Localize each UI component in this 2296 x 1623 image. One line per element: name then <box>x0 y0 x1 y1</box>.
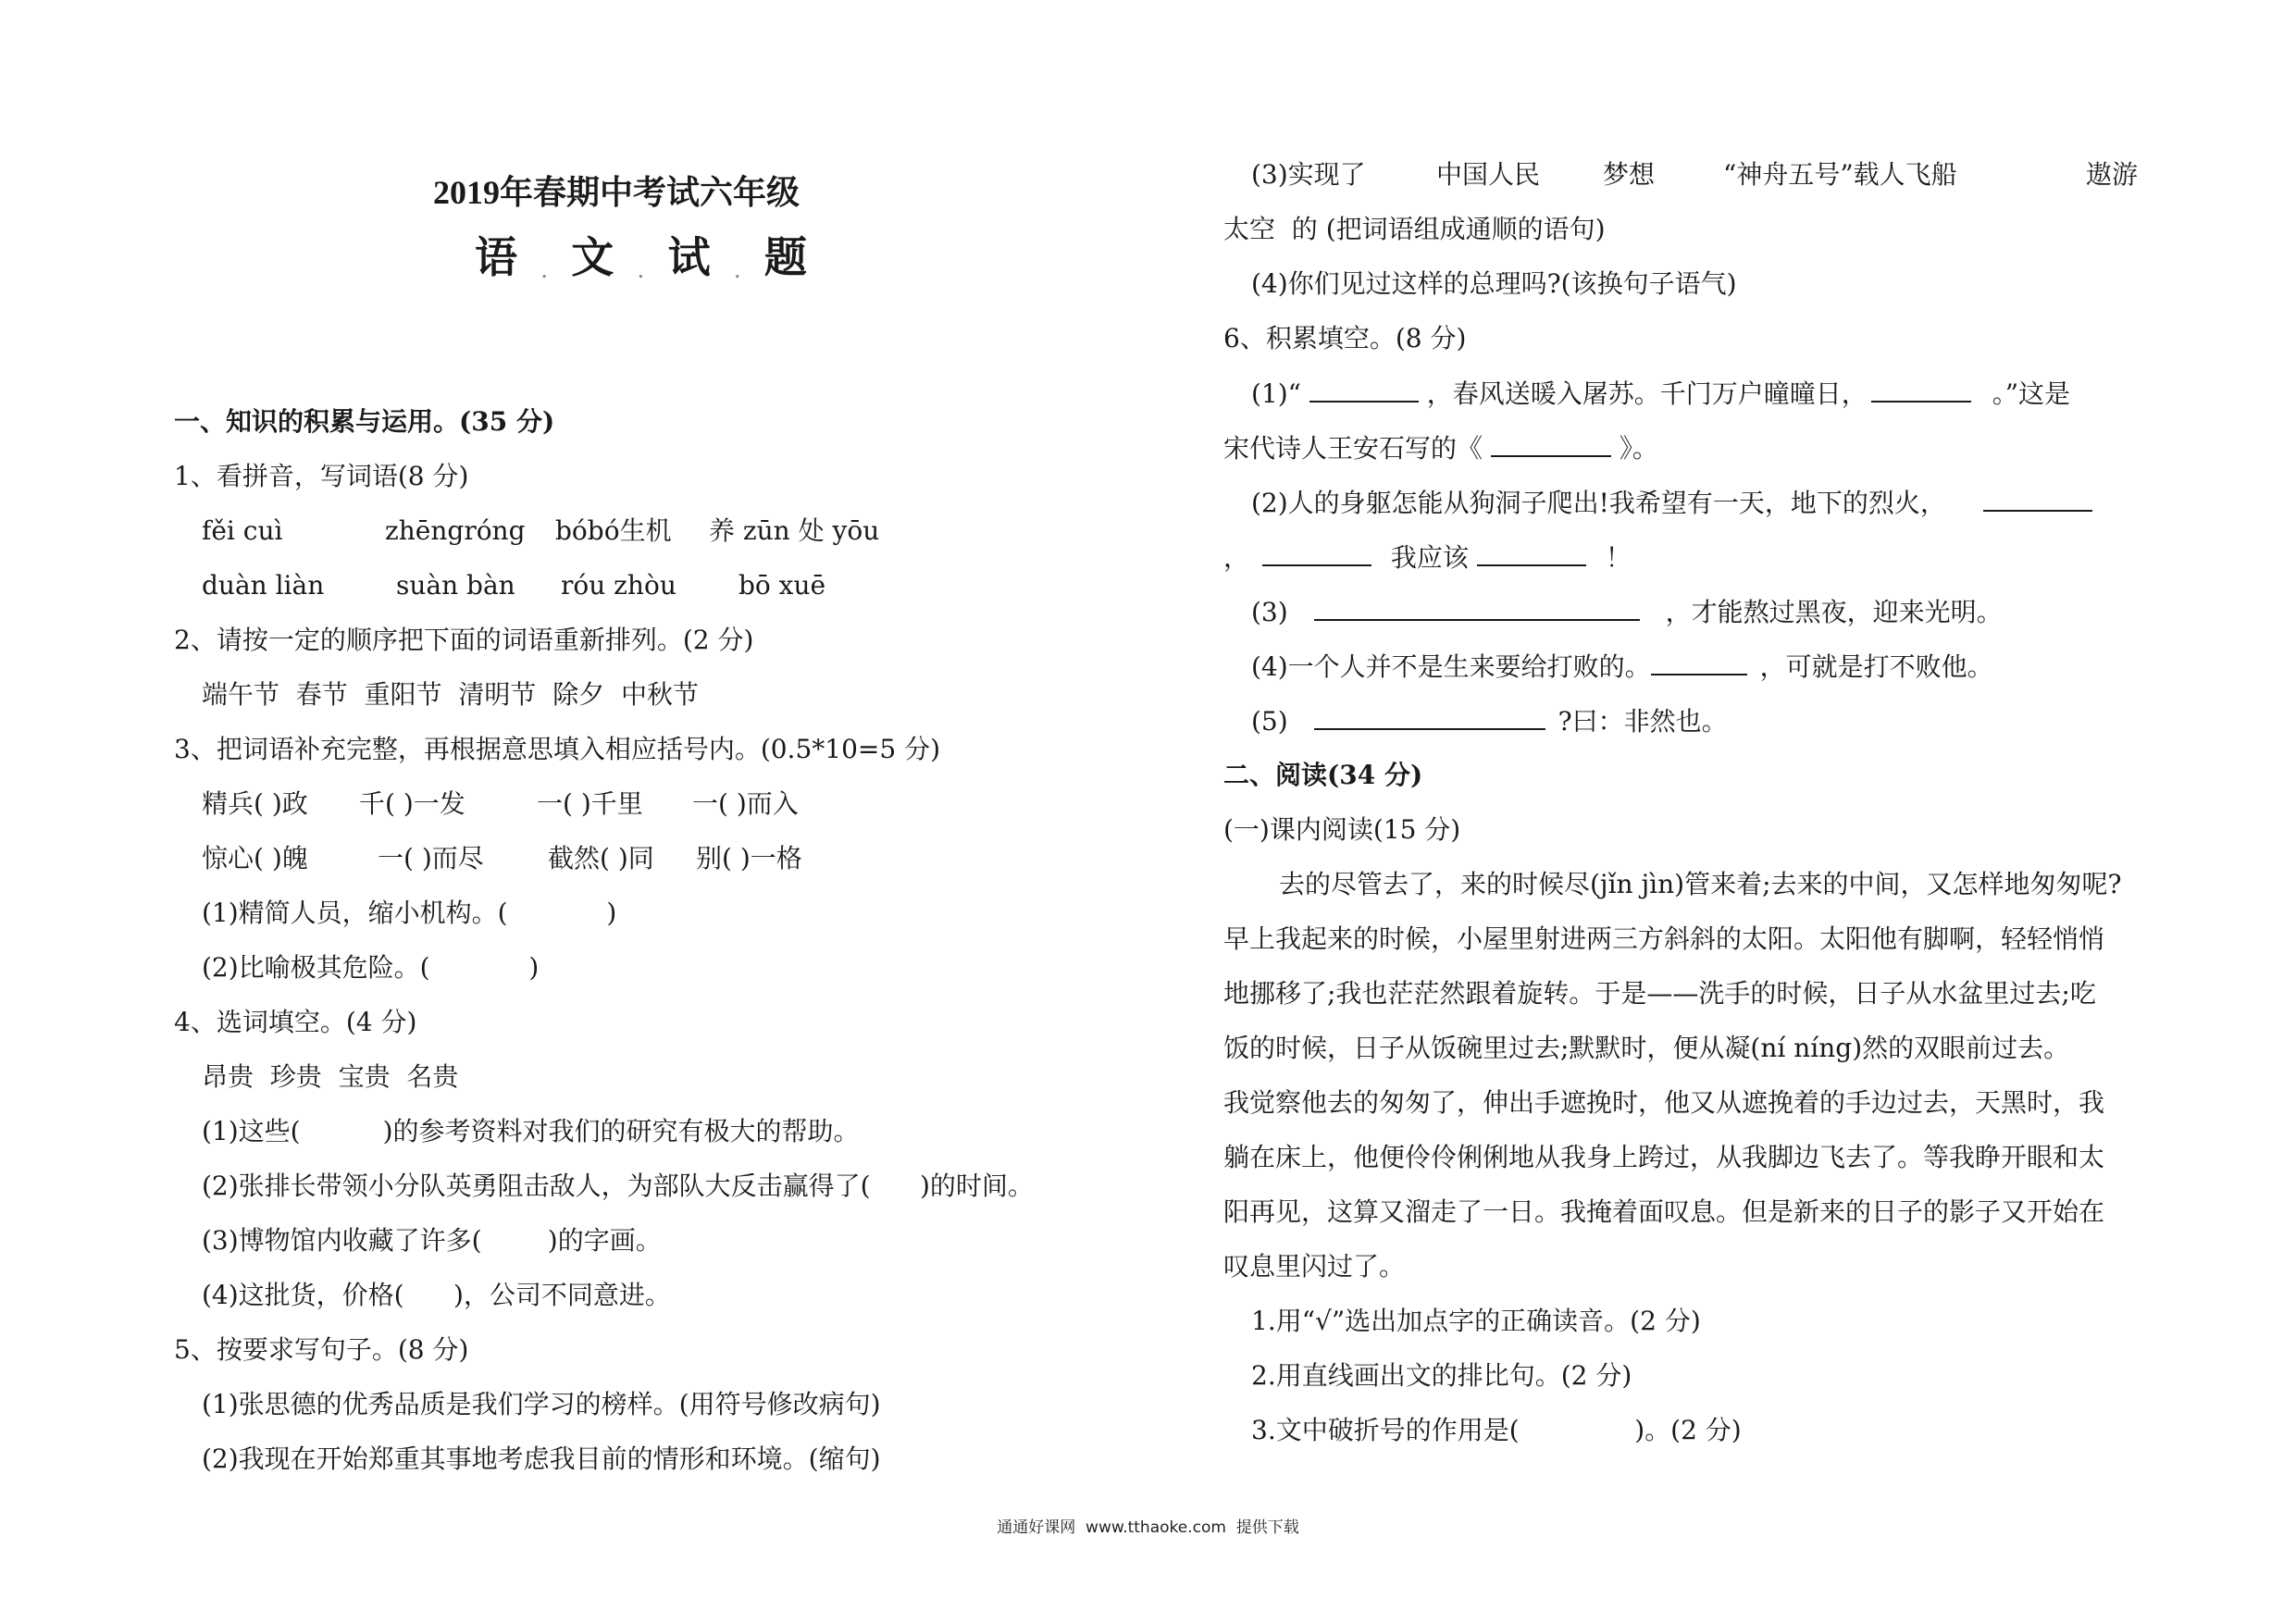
idiom-item: 一( )而入 <box>692 788 799 819</box>
idiom-item: 惊心( )魄 <box>202 843 308 873</box>
page-footer: 通通好课网 www.tthaoke.com 提供下载 <box>997 1518 1299 1537</box>
q3-title: 3、把词语补充完整，再根据意思填入相应括号内。(0.5*10=5 分) <box>174 734 940 764</box>
q5-s3-part: 梦想 <box>1603 159 1656 190</box>
q5-s3-line2: 太空 的 (把词语组成通顺的语句) <box>1223 214 1606 244</box>
q5-sentence-2: (2)我现在开始郑重其事地考虑我目前的情形和环境。(缩句) <box>202 1443 881 1474</box>
q5-s3-part: (3)实现了 <box>1251 159 1366 190</box>
reading-line: 躺在床上，他便伶伶俐俐地从我身上跨过，从我脚边飞去了。等我睁开眼和太 <box>1223 1142 2105 1172</box>
answer-blank[interactable] <box>1309 377 1419 403</box>
reading-line: 饭的时候，日子从饭碗里过去;默默时，便从凝(ní níng)然的双眼前过去。 <box>1223 1033 2070 1063</box>
q5-sentence-1: (1)张思德的优秀品质是我们学习的榜样。(用符号修改病句) <box>202 1389 881 1419</box>
answer-blank[interactable] <box>1491 431 1611 457</box>
reading-question-1: 1.用“√”选出加点字的正确读音。(2 分) <box>1251 1306 1701 1336</box>
idiom-item: 精兵( )政 <box>202 788 308 819</box>
q5-s3-part: 中国人民 <box>1436 159 1541 190</box>
q6-line-4: (4)一个人并不是生来要给打败的。 ，可就是打不败他。 <box>1251 651 1993 682</box>
q6-title: 6、积累填空。(8 分) <box>1223 323 1467 353</box>
pinyin-item: bóbó生机 <box>555 515 672 546</box>
reading-subheading: (一)课内阅读(15 分) <box>1223 814 1461 845</box>
q6-line-1: (1)“ ，春风送暖入屠苏。千门万户曈曈日， 。”这是 <box>1251 378 2071 409</box>
idiom-item: 截然( )同 <box>548 843 654 873</box>
q4-sentence-3: (3)博物馆内收藏了许多( )的字画。 <box>202 1225 662 1256</box>
answer-blank[interactable] <box>1314 595 1640 621</box>
reading-line: 去的尽管去了，来的时候尽(jǐn jìn)管来着;去来的中间，又怎样地匆匆呢? <box>1279 869 2122 899</box>
exam-subtitle: 语 . 文 . 试 . 题 <box>475 232 811 282</box>
reading-question-2: 2.用直线画出文的排比句。(2 分) <box>1251 1360 1632 1391</box>
q6-line-2: (2)人的身躯怎能从狗洞子爬出!我希望有一天，地下的烈火， <box>1251 486 2092 520</box>
reading-question-3: 3.文中破折号的作用是( )。(2 分) <box>1251 1415 1742 1445</box>
reading-line: 叹息里闪过了。 <box>1223 1251 1406 1282</box>
pinyin-item: róu zhòu <box>561 570 676 601</box>
q5-s3-part: “神舟五号”载人飞船 <box>1723 159 1957 190</box>
q4-sentence-2: (2)张排长带领小分队英勇阻击敌人，为部队大反击赢得了( )的时间。 <box>202 1171 1034 1201</box>
answer-blank[interactable] <box>1983 486 2092 512</box>
q3-sentence-1: (1)精简人员，缩小机构。( ) <box>202 898 617 928</box>
pinyin-item: fěi cuì <box>202 515 283 546</box>
pinyin-item: duàn liàn <box>202 570 325 601</box>
q4-words: 昂贵 珍贵 宝贵 名贵 <box>202 1061 459 1092</box>
q1-title: 1、看拼音，写词语(8 分) <box>174 461 469 491</box>
answer-blank[interactable] <box>1871 377 1971 403</box>
q2-words: 端午节 春节 重阳节 清明节 除夕 中秋节 <box>202 679 700 710</box>
section-2-heading: 二、阅读(34 分) <box>1223 760 1423 790</box>
q5-title: 5、按要求写句子。(8 分) <box>174 1334 469 1365</box>
q4-sentence-4: (4)这批货，价格( )，公司不同意进。 <box>202 1280 671 1310</box>
answer-blank[interactable] <box>1477 540 1586 566</box>
q6-line-3: (3) ，才能熬过黑夜，迎来光明。 <box>1251 597 2003 627</box>
q4-title: 4、选词填空。(4 分) <box>174 1007 417 1037</box>
q2-title: 2、请按一定的顺序把下面的词语重新排列。(2 分) <box>174 625 754 655</box>
q6-line-2b: ， 我应该 ！ <box>1223 542 1632 573</box>
q6-line-1b: 宋代诗人王安石写的《 》。 <box>1223 433 1658 464</box>
reading-line: 阳再见，这算又溜走了一日。我掩着面叹息。但是新来的日子的影子又开始在 <box>1223 1196 2105 1227</box>
idiom-item: 千( )一发 <box>359 788 465 819</box>
pinyin-item: zhēngróng <box>385 515 526 546</box>
pinyin-item: suàn bàn <box>396 570 515 601</box>
idiom-item: 一( )千里 <box>537 788 643 819</box>
q5-sentence-4: (4)你们见过这样的总理吗?(该换句子语气) <box>1251 268 1737 299</box>
reading-line: 早上我起来的时候，小屋里射进两三方斜斜的太阳。太阳他有脚啊，轻轻悄悄 <box>1223 923 2105 954</box>
answer-blank[interactable] <box>1651 650 1747 675</box>
exam-title: 2019年春期中考试六年级 <box>433 174 800 211</box>
answer-blank[interactable] <box>1262 540 1371 566</box>
q6-line-5: (5) ?曰：非然也。 <box>1251 706 1728 737</box>
q4-sentence-1: (1)这些( )的参考资料对我们的研究有极大的帮助。 <box>202 1116 860 1146</box>
answer-blank[interactable] <box>1314 704 1545 730</box>
pinyin-item: bō xuē <box>738 570 826 601</box>
section-1-heading: 一、知识的积累与运用。(35 分) <box>174 406 555 437</box>
idiom-item: 一( )而尽 <box>378 843 484 873</box>
pinyin-item: 养 zūn 处 yōu <box>709 515 880 546</box>
q3-sentence-2: (2)比喻极其危险。( ) <box>202 952 540 983</box>
reading-line: 地挪移了;我也茫茫然跟着旋转。于是——洗手的时候，日子从水盆里过去;吃 <box>1223 978 2096 1009</box>
q5-s3-part: 遨游 <box>2086 159 2139 190</box>
reading-line: 我觉察他去的匆匆了，伸出手遮挽时，他又从遮挽着的手边过去，天黑时，我 <box>1223 1087 2105 1118</box>
idiom-item: 别( )一格 <box>696 843 802 873</box>
